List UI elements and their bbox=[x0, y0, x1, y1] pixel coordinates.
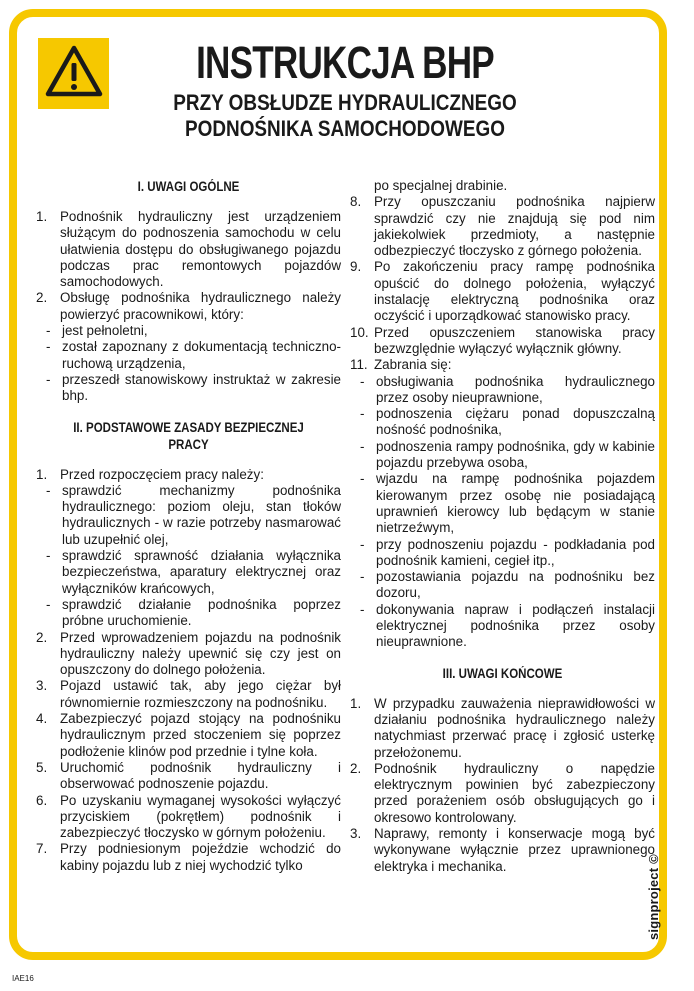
section-3-heading: III. UWAGI KOŃCOWE bbox=[442, 665, 563, 681]
list-item: 2. Przed wprowadzeniem pojazdu na podnośnik hydrauliczny należy upewnić się czy jest on opuszczony do dolnego położenia. bbox=[36, 629, 341, 678]
list-item: 4. Zabezpieczyć pojazd stojący na podnośniku hydraulicznym przed stoczeniem się poprzez podłożenie klinów pod przednie i tylne koła. bbox=[36, 711, 341, 759]
subtitle-line-1: PRZY OBSŁUDZE HYDRAULICZNEGO bbox=[173, 90, 517, 115]
list-item: 7. Przy podniesionym pojeździe wchodzić do kabiny pojazdu lub z niej wychodzić tylko bbox=[36, 841, 341, 873]
sub-item: - pozostawiania pojazdu na podnośniku bez dozoru, bbox=[360, 569, 655, 601]
section-2-heading: II. PODSTAWOWE ZASADY BEZPIECZNEJ PRACY bbox=[73, 419, 304, 452]
page-title: INSTRUKCJA BHP bbox=[196, 37, 494, 88]
list-item: 9. Po zakończeniu pracy rampę podnośnika opuścić do dolnego położenia, wyłączyć instalację elektryczną podnośnika oraz oczyścić i uporządkować stanowisko pracy. bbox=[350, 259, 655, 324]
list-item: 6. Po uzyskaniu wymaganej wysokości wyłączyć przyciskiem (pokrętłem) podnośnik i zabezpieczyć tłoczysko w górnym położeniu. bbox=[36, 792, 341, 841]
subtitle-line-2: PODNOŚNIKA SAMOCHODOWEGO bbox=[185, 116, 505, 141]
list-item: 3. Pojazd ustawić tak, aby jego ciężar był równomiernie rozmieszczony na podnośniku. bbox=[36, 678, 341, 710]
page-subtitle bbox=[143, 90, 547, 142]
sub-item: - wjazdu na rampę podnośnika pojazdem kierowanym przez osobę nie posiadającą uprawnień kierowcy lub będącym w stanie nietrzeźwym, bbox=[360, 471, 655, 536]
sub-item: - jest pełnoletni, bbox=[46, 323, 148, 339]
left-column bbox=[36, 178, 341, 874]
sub-item: - przy podnoszeniu pojazdu - podkładania pod podnośnik kamieni, cegieł itp., bbox=[360, 536, 655, 568]
sub-item: - sprawdzić działanie podnośnika poprzez próbne uruchomienie. bbox=[46, 596, 341, 629]
sub-item: - sprawdzić sprawność działania wyłącznika bezpieczeństwa, aparatury elektrycznej oraz wyłączników krańcowych, bbox=[46, 548, 341, 596]
sub-item: - przeszedł stanowiskowy instruktaż w zakresie bhp. bbox=[46, 371, 341, 404]
list-item: 1. Podnośnik hydrauliczny jest urządzeniem służącym do podnoszenia samochodu w celu ułatwienia dostępu do obsługiwanego pojazdu podczas prac remontowych pojazdów samochodowych. bbox=[36, 209, 341, 290]
list-item: 10. Przed opuszczeniem stanowiska pracy bezwzględnie wyłączyć wyłącznik główny. bbox=[350, 324, 655, 356]
right-column bbox=[350, 178, 655, 875]
list-item-continuation: po specjalnej drabinie. bbox=[374, 178, 508, 193]
list-item: 1. Przed rozpoczęciem pracy należy: bbox=[36, 466, 264, 482]
list-item: 5. Uruchomić podnośnik hydrauliczny i obserwować podnoszenie pojazdu. bbox=[36, 759, 341, 792]
warning-box bbox=[38, 38, 109, 109]
product-code: IAE16 bbox=[12, 974, 34, 983]
brand-mark: signproject © bbox=[646, 854, 661, 940]
section-1-heading: I. UWAGI OGÓLNE bbox=[137, 179, 240, 194]
sub-item: - podnoszenia ciężaru ponad dopuszczalną nośność podnośnika, bbox=[360, 406, 655, 438]
warning-triangle-icon bbox=[45, 44, 103, 100]
list-item: 2. Podnośnik hydrauliczny o napędzie elektrycznym powinien być zabezpieczony przed porażeniem osób obsługujących go i okresowo kontrolowany. bbox=[350, 760, 655, 825]
sub-item: - podnoszenia rampy podnośnika, gdy w kabinie pojazdu przebywa osoba, bbox=[360, 438, 655, 471]
list-item: 11. Zabrania się: bbox=[350, 357, 452, 373]
list-item: 8. Przy opuszczaniu podnośnika najpierw sprawdzić czy nie znajdują się pod nim jakiekolwiek przedmioty, a następnie odbezpieczyć tłoczysko z górnego położenia. bbox=[350, 194, 655, 259]
sub-item: - został zapoznany z dokumentacją techniczno-ruchową urządzenia, bbox=[46, 339, 341, 371]
list-item: 2. Obsługę podnośnika hydraulicznego należy powierzyć pracownikowi, który: bbox=[36, 290, 341, 322]
sub-item: - dokonywania napraw i podłączeń instalacji elektrycznej podnośnika przez osoby nieuprawnione. bbox=[360, 601, 655, 650]
sub-item: - sprawdzić mechanizmy podnośnika hydraulicznego: poziom oleju, stan tłoków hydraulicznych - w razie potrzeby nasmarować lub uzupełnić olej, bbox=[46, 482, 341, 547]
sub-item: - obsługiwania podnośnika hydraulicznego przez osoby nieuprawnione, bbox=[360, 373, 655, 405]
list-item: 1. W przypadku zauważenia nieprawidłowości w działaniu podnośnika hydraulicznego należy natychmiast przerwać pracę i zgłosić usterkę przełożonemu. bbox=[350, 695, 655, 760]
list-item: 3. Naprawy, remonty i konserwacje mogą być wykonywane wyłącznie przez uprawnionego elektryka i mechanika. bbox=[350, 825, 655, 874]
